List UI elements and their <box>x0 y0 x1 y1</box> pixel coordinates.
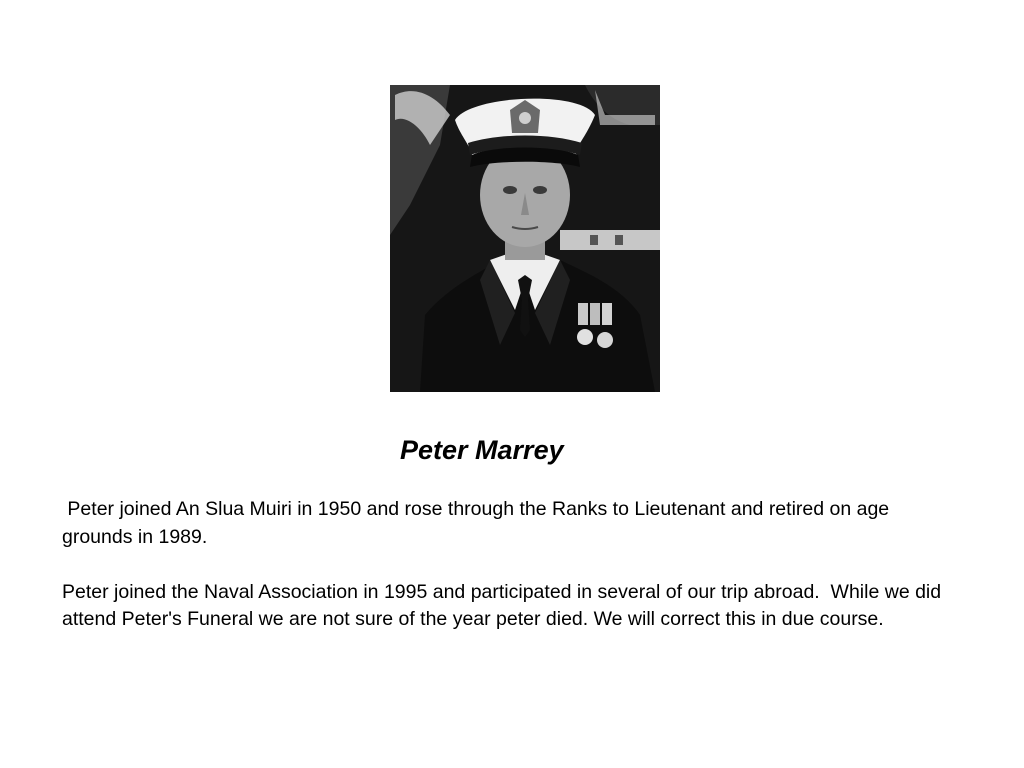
biography-text <box>62 496 962 661</box>
portrait-photo <box>390 85 660 392</box>
person-name: Peter Marrey <box>400 435 564 465</box>
biography-paragraph: Peter joined An Slua Muiri in 1950 and rose through the Ranks to Lieutenant and retired on age grounds in 1989. <box>62 498 895 548</box>
biography-paragraph: Peter joined the Naval Association in 1995 and participated in several of our trip abroad. While we did attend Peter's Funeral we are not sure of the year peter died. We will correct this in due course. <box>62 580 947 630</box>
